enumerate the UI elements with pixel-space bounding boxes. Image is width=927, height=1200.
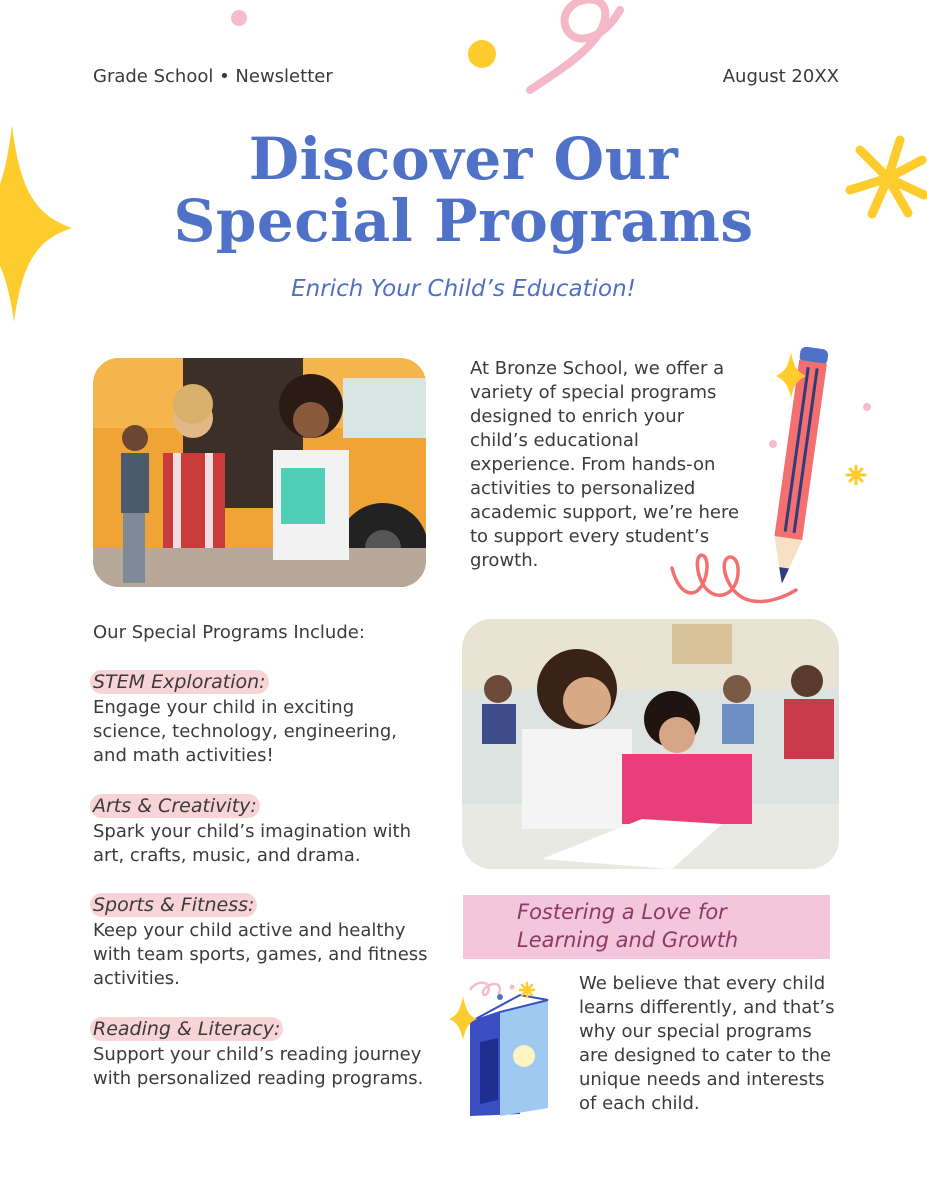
program-label: STEM Exploration: <box>90 670 269 694</box>
pink-squiggle-icon <box>530 0 620 90</box>
pink-dot-icon <box>231 10 247 26</box>
issue-date: August 20XX <box>722 66 839 87</box>
program-description: Keep your child active and healthy with team sports, games, and fitness activities. <box>93 920 428 989</box>
program-description: Spark your child’s imagination with art, crafts, music, and drama. <box>93 821 411 866</box>
program-label: Sports & Fitness: <box>90 893 257 917</box>
pink-swirl-icon <box>470 983 500 995</box>
program-description: Engage your child in exciting science, technology, engineering, and math activities! <box>93 697 397 766</box>
program-item <box>93 893 433 991</box>
pink-dot-icon <box>769 440 777 448</box>
photo-students-bus-illustration <box>93 358 426 587</box>
closing-paragraph: We believe that every child learns differently, and that’s why our special programs are designed to cater to the unique needs and interests of each child. <box>579 973 835 1114</box>
program-item <box>93 1017 433 1091</box>
pink-dot-icon <box>863 403 871 411</box>
program-label: Reading & Literacy: <box>90 1017 283 1041</box>
programs-heading: Our Special Programs Include: <box>93 622 365 643</box>
photo-students-bus <box>93 358 426 587</box>
program-description: Support your child’s reading journey with personalized reading programs. <box>93 1044 424 1089</box>
yellow-asterisk-icon <box>520 983 534 997</box>
title-line-2: Special Programs <box>173 187 754 255</box>
newsletter-label: Grade School • Newsletter <box>93 66 333 87</box>
book-icon <box>470 995 548 1116</box>
banner-line-2: Learning and Growth <box>517 928 739 952</box>
banner-line-1: Fostering a Love for <box>517 900 727 924</box>
yellow-dot-icon <box>468 40 496 68</box>
pencil-icon <box>768 346 829 586</box>
photo-classroom-illustration <box>462 619 839 869</box>
intro-paragraph: At Bronze School, we offer a variety of special programs designed to enrich your child’s educational experience. From hands-on activities to personalized academic support, we’re here to support every student’s growth. <box>470 358 740 571</box>
yellow-asterisk-icon <box>847 466 865 484</box>
program-item <box>93 794 433 868</box>
page-subtitle: Enrich Your Child’s Education! <box>291 276 636 302</box>
program-item <box>93 670 433 768</box>
photo-classroom <box>462 619 839 869</box>
program-label: Arts & Creativity: <box>90 794 260 818</box>
banner-heading <box>517 898 817 954</box>
page-title <box>0 125 927 255</box>
title-line-1: Discover Our <box>248 125 679 193</box>
